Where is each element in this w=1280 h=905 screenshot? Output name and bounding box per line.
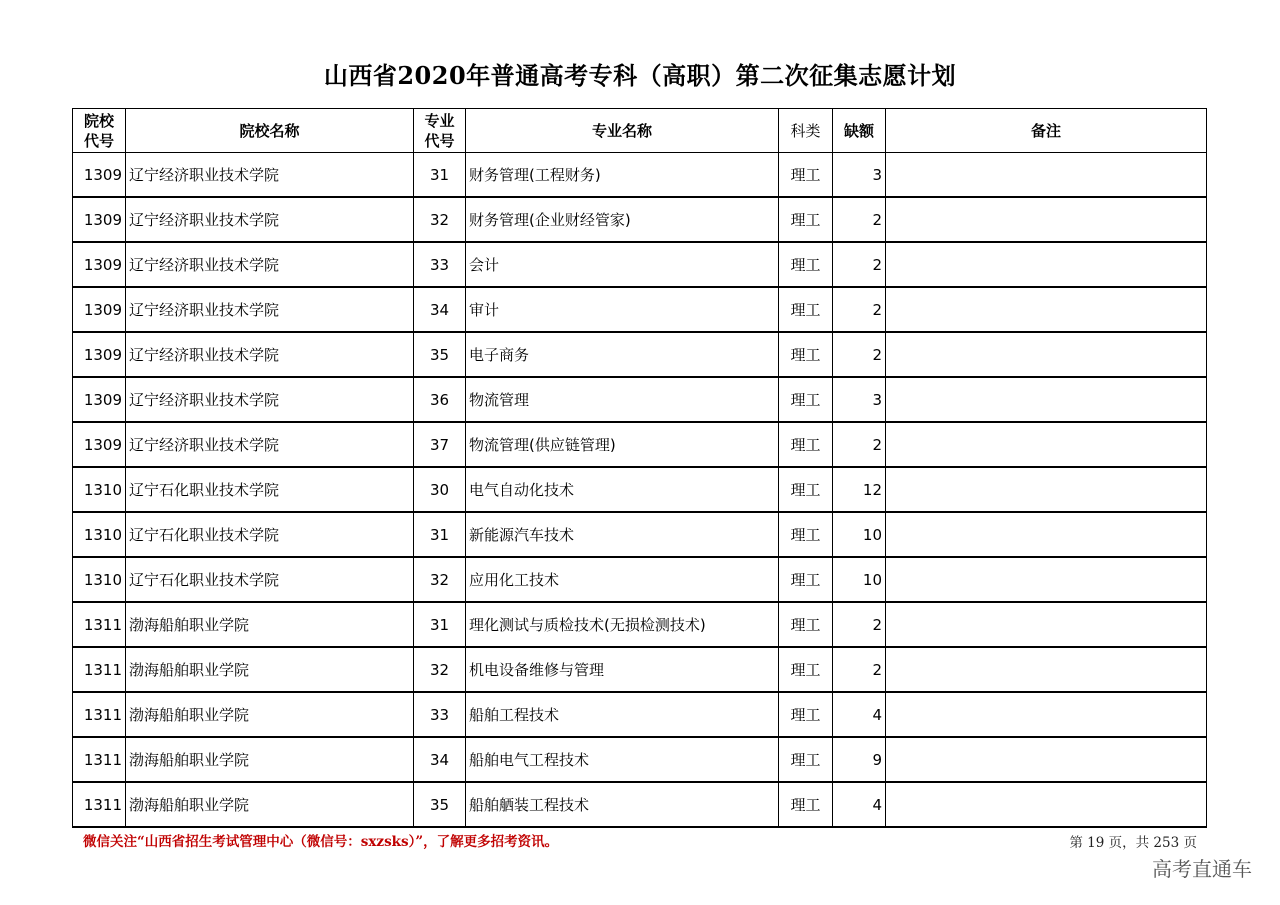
remark-cell [886,153,1207,198]
quota-cell: 3 [833,377,886,422]
category-cell: 理工 [779,332,833,377]
quota-cell: 2 [833,287,886,332]
table-row [73,197,1207,242]
category-cell: 理工 [779,647,833,692]
category-cell: 理工 [779,287,833,332]
major-code-cell: 31 [414,602,466,647]
school-name-cell: 渤海船舶职业学院 [126,737,414,782]
major-code-cell: 31 [414,512,466,557]
remark-cell [886,647,1207,692]
major-name-cell: 审计 [466,287,779,332]
category-cell: 理工 [779,782,833,827]
category-cell: 理工 [779,153,833,198]
quota-cell: 4 [833,692,886,737]
category-cell: 理工 [779,557,833,602]
quota-cell: 10 [833,557,886,602]
school-name-cell: 辽宁经济职业技术学院 [126,242,414,287]
category-cell: 理工 [779,467,833,512]
school-name-cell: 辽宁经济职业技术学院 [126,377,414,422]
table-row [73,287,1207,332]
table-row [73,377,1207,422]
remark-cell [886,467,1207,512]
remark-cell [886,422,1207,467]
major-name-cell: 会计 [466,242,779,287]
major-code-cell: 34 [414,737,466,782]
header-major-name: 专业名称 [466,109,779,153]
remark-cell [886,377,1207,422]
plan-table [72,108,1207,828]
major-code-cell: 33 [414,242,466,287]
category-cell: 理工 [779,737,833,782]
category-cell: 理工 [779,197,833,242]
school-code-cell: 1311 [73,647,126,692]
major-name-cell: 物流管理 [466,377,779,422]
major-code-cell: 34 [414,287,466,332]
major-name-cell: 财务管理(企业财经管家) [466,197,779,242]
quota-cell: 2 [833,422,886,467]
school-code-cell: 1311 [73,737,126,782]
table-row [73,242,1207,287]
category-cell: 理工 [779,422,833,467]
header-quota: 缺额 [833,109,886,153]
header-major-code-line1: 专业 [424,111,455,130]
table-row [73,557,1207,602]
header-school-code [73,109,126,153]
school-name-cell: 辽宁经济职业技术学院 [126,332,414,377]
school-name-cell: 渤海船舶职业学院 [126,602,414,647]
school-name-cell: 辽宁经济职业技术学院 [126,287,414,332]
major-name-cell: 理化测试与质检技术(无损检测技术) [466,602,779,647]
header-school-code-line2: 代号 [83,131,114,150]
major-code-cell: 32 [414,647,466,692]
category-cell: 理工 [779,692,833,737]
school-code-cell: 1309 [73,422,126,467]
category-cell: 理工 [779,377,833,422]
major-name-cell: 船舶电气工程技术 [466,737,779,782]
remark-cell [886,512,1207,557]
major-code-cell: 32 [414,197,466,242]
school-name-cell: 辽宁经济职业技术学院 [126,153,414,198]
quota-cell: 2 [833,242,886,287]
school-name-cell: 渤海船舶职业学院 [126,782,414,827]
major-name-cell: 财务管理(工程财务) [466,153,779,198]
quota-cell: 2 [833,647,886,692]
table-body [73,153,1207,828]
header-school-code-line1: 院校 [83,111,114,130]
school-name-cell: 渤海船舶职业学院 [126,647,414,692]
remark-cell [886,242,1207,287]
school-name-cell: 辽宁石化职业技术学院 [126,557,414,602]
major-code-cell: 32 [414,557,466,602]
table-row [73,332,1207,377]
major-name-cell: 船舶工程技术 [466,692,779,737]
category-cell: 理工 [779,242,833,287]
school-code-cell: 1310 [73,512,126,557]
major-code-cell: 33 [414,692,466,737]
school-code-cell: 1310 [73,467,126,512]
major-name-cell: 电子商务 [466,332,779,377]
category-cell: 理工 [779,512,833,557]
major-name-cell: 机电设备维修与管理 [466,647,779,692]
remark-cell [886,557,1207,602]
major-code-cell: 31 [414,153,466,198]
table-row [73,422,1207,467]
category-cell: 理工 [779,602,833,647]
table-row [73,467,1207,512]
school-name-cell: 辽宁经济职业技术学院 [126,422,414,467]
remark-cell [886,197,1207,242]
school-name-cell: 渤海船舶职业学院 [126,692,414,737]
school-name-cell: 辽宁经济职业技术学院 [126,197,414,242]
table-row [73,153,1207,198]
header-remark: 备注 [886,109,1207,153]
remark-cell [886,332,1207,377]
remark-cell [886,287,1207,332]
quota-cell: 12 [833,467,886,512]
major-code-cell: 35 [414,332,466,377]
school-code-cell: 1309 [73,242,126,287]
school-code-cell: 1309 [73,287,126,332]
major-code-cell: 36 [414,377,466,422]
quota-cell: 3 [833,153,886,198]
header-row [73,109,1207,153]
remark-cell [886,602,1207,647]
school-code-cell: 1310 [73,557,126,602]
major-name-cell: 物流管理(供应链管理) [466,422,779,467]
quota-cell: 2 [833,602,886,647]
major-name-cell: 船舶舾装工程技术 [466,782,779,827]
major-name-cell: 新能源汽车技术 [466,512,779,557]
header-major-code-line2: 代号 [424,131,455,150]
remark-cell [886,782,1207,827]
page-number: 第 19 页，共 253 页 [1069,835,1197,851]
school-name-cell: 辽宁石化职业技术学院 [126,467,414,512]
major-code-cell: 30 [414,467,466,512]
quota-cell: 2 [833,332,886,377]
school-code-cell: 1309 [73,377,126,422]
table-row [73,737,1207,782]
school-code-cell: 1311 [73,602,126,647]
school-code-cell: 1311 [73,692,126,737]
header-major-code [414,109,466,153]
table-row [73,782,1207,827]
quota-cell: 9 [833,737,886,782]
major-code-cell: 37 [414,422,466,467]
school-name-cell: 辽宁石化职业技术学院 [126,512,414,557]
header-category: 科类 [779,109,833,153]
footnote: 微信关注“山西省招生考试管理中心（微信号：sxzsks）”，了解更多招考资讯。 [83,834,559,850]
quota-cell: 10 [833,512,886,557]
header-school-name: 院校名称 [126,109,414,153]
major-name-cell: 应用化工技术 [466,557,779,602]
quota-cell: 4 [833,782,886,827]
school-code-cell: 1309 [73,332,126,377]
table-row [73,647,1207,692]
school-code-cell: 1309 [73,153,126,198]
school-code-cell: 1309 [73,197,126,242]
page-title: 山西省2020年普通高考专科（高职）第二次征集志愿计划 [323,61,957,90]
table-row [73,512,1207,557]
quota-cell: 2 [833,197,886,242]
remark-cell [886,737,1207,782]
major-code-cell: 35 [414,782,466,827]
school-code-cell: 1311 [73,782,126,827]
table-row [73,602,1207,647]
major-name-cell: 电气自动化技术 [466,467,779,512]
remark-cell [886,692,1207,737]
table-row [73,692,1207,737]
watermark-text: 高考直通车 [1152,857,1252,881]
